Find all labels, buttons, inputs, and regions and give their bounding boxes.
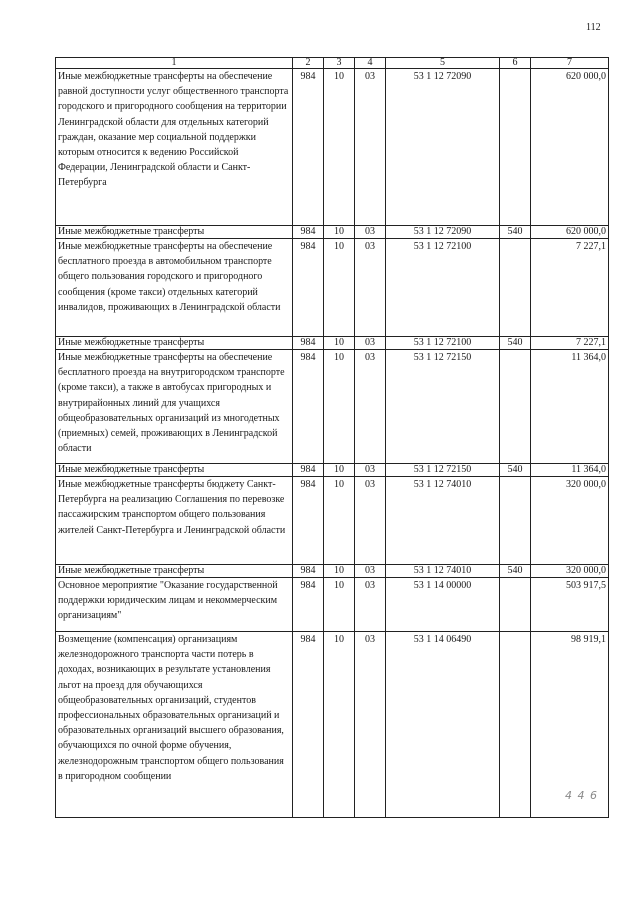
- row-name: Иные межбюджетные трансферты на обеспечение бесплатного проезда на внутригородском транспорте (кроме такси), а также в автобусах пригородных и внутрирайонных линий для учащихся общеобразовательных организаций из многодетных (приемных) семей, проживающих в Ленинградской области: [56, 350, 293, 464]
- row-vr: [500, 578, 531, 632]
- table-row: [56, 464, 609, 477]
- row-csr: 53 1 12 72150: [386, 464, 500, 477]
- col-header: 3: [324, 58, 355, 69]
- row-sum: 620 000,0: [531, 69, 609, 226]
- table-row: [56, 578, 609, 632]
- row-rz: 10: [324, 632, 355, 818]
- row-rz: 10: [324, 69, 355, 226]
- col-header: 6: [500, 58, 531, 69]
- row-grbs: 984: [293, 464, 324, 477]
- row-sum: 503 917,5: [531, 578, 609, 632]
- row-csr: 53 1 12 74010: [386, 477, 500, 565]
- row-pr: 03: [355, 477, 386, 565]
- row-rz: 10: [324, 226, 355, 239]
- row-pr: 03: [355, 464, 386, 477]
- row-pr: 03: [355, 69, 386, 226]
- budget-table: [55, 57, 609, 818]
- row-name: Основное мероприятие "Оказание государственной поддержки юридическим лицам и некоммерческим организациям": [56, 578, 293, 632]
- row-vr: 540: [500, 565, 531, 578]
- row-rz: 10: [324, 337, 355, 350]
- row-vr: [500, 350, 531, 464]
- row-csr: 53 1 12 72150: [386, 350, 500, 464]
- row-pr: 03: [355, 350, 386, 464]
- col-header: 7: [531, 58, 609, 69]
- row-rz: 10: [324, 578, 355, 632]
- row-grbs: 984: [293, 226, 324, 239]
- row-sum: 620 000,0: [531, 226, 609, 239]
- row-rz: 10: [324, 565, 355, 578]
- row-rz: 10: [324, 239, 355, 337]
- row-sum: 320 000,0: [531, 477, 609, 565]
- table-row: [56, 337, 609, 350]
- row-name: Иные межбюджетные трансферты на обеспечение равной доступности услуг общественного транспорта городского и пригородного сообщения на территории Ленинградской области для отдельных категорий граждан, оказание мер социальной поддержки которым относится к ведению Российской Федерации, Ленинградской области и Санкт-Петербурга: [56, 69, 293, 226]
- table-row: [56, 239, 609, 337]
- table-row: [56, 565, 609, 578]
- handwritten-mark: 4 4 6: [565, 789, 598, 802]
- table-row: [56, 632, 609, 818]
- row-name: Иные межбюджетные трансферты: [56, 565, 293, 578]
- table-row: [56, 350, 609, 464]
- row-vr: 540: [500, 464, 531, 477]
- row-sum: 11 364,0: [531, 464, 609, 477]
- row-sum: 98 919,1: [531, 632, 609, 818]
- row-grbs: 984: [293, 69, 324, 226]
- col-header: 2: [293, 58, 324, 69]
- row-pr: 03: [355, 337, 386, 350]
- row-sum: 11 364,0: [531, 350, 609, 464]
- row-grbs: 984: [293, 337, 324, 350]
- row-name: Иные межбюджетные трансферты на обеспечение бесплатного проезда в автомобильном транспорте общего пользования городского и пригородного сообщения (кроме такси) отдельных категорий инвалидов, проживающих в Ленинградской области: [56, 239, 293, 337]
- row-grbs: 984: [293, 578, 324, 632]
- row-vr: [500, 477, 531, 565]
- row-pr: 03: [355, 632, 386, 818]
- row-sum: 7 227,1: [531, 239, 609, 337]
- row-vr: [500, 239, 531, 337]
- row-vr: 540: [500, 337, 531, 350]
- row-sum: 320 000,0: [531, 565, 609, 578]
- table-row: [56, 477, 609, 565]
- row-grbs: 984: [293, 477, 324, 565]
- row-name: Иные межбюджетные трансферты: [56, 226, 293, 239]
- header-row: [56, 58, 609, 69]
- row-rz: 10: [324, 464, 355, 477]
- row-csr: 53 1 12 72090: [386, 69, 500, 226]
- row-sum: 7 227,1: [531, 337, 609, 350]
- row-csr: 53 1 14 00000: [386, 578, 500, 632]
- row-vr: 540: [500, 226, 531, 239]
- row-vr: [500, 632, 531, 818]
- table-row: [56, 226, 609, 239]
- row-rz: 10: [324, 350, 355, 464]
- row-name: Иные межбюджетные трансферты бюджету Санкт-Петербурга на реализацию Соглашения по перевозке пассажирским транспортом общего пользования жителей Санкт-Петербурга и Ленинградской области: [56, 477, 293, 565]
- row-pr: 03: [355, 239, 386, 337]
- page-number: 112: [586, 22, 601, 33]
- row-pr: 03: [355, 565, 386, 578]
- row-grbs: 984: [293, 565, 324, 578]
- row-csr: 53 1 14 06490: [386, 632, 500, 818]
- row-csr: 53 1 12 72100: [386, 239, 500, 337]
- row-pr: 03: [355, 578, 386, 632]
- row-vr: [500, 69, 531, 226]
- row-name: Возмещение (компенсация) организациям железнодорожного транспорта части потерь в доходах, возникающих в результате установления льгот на проезд для обучающихся общеобразовательных организаций, студентов профессиональных образовательных организаций и образовательных организаций высшего образования, обучающихся по очной форме обучения, железнодорожным транспортом общего пользования в пригородном сообщении: [56, 632, 293, 818]
- row-csr: 53 1 12 72090: [386, 226, 500, 239]
- row-name: Иные межбюджетные трансферты: [56, 337, 293, 350]
- col-header: 4: [355, 58, 386, 69]
- row-csr: 53 1 12 72100: [386, 337, 500, 350]
- row-grbs: 984: [293, 239, 324, 337]
- row-grbs: 984: [293, 632, 324, 818]
- row-csr: 53 1 12 74010: [386, 565, 500, 578]
- table-row: [56, 69, 609, 226]
- row-pr: 03: [355, 226, 386, 239]
- col-header: 5: [386, 58, 500, 69]
- col-header: 1: [56, 58, 293, 69]
- row-name: Иные межбюджетные трансферты: [56, 464, 293, 477]
- row-rz: 10: [324, 477, 355, 565]
- row-grbs: 984: [293, 350, 324, 464]
